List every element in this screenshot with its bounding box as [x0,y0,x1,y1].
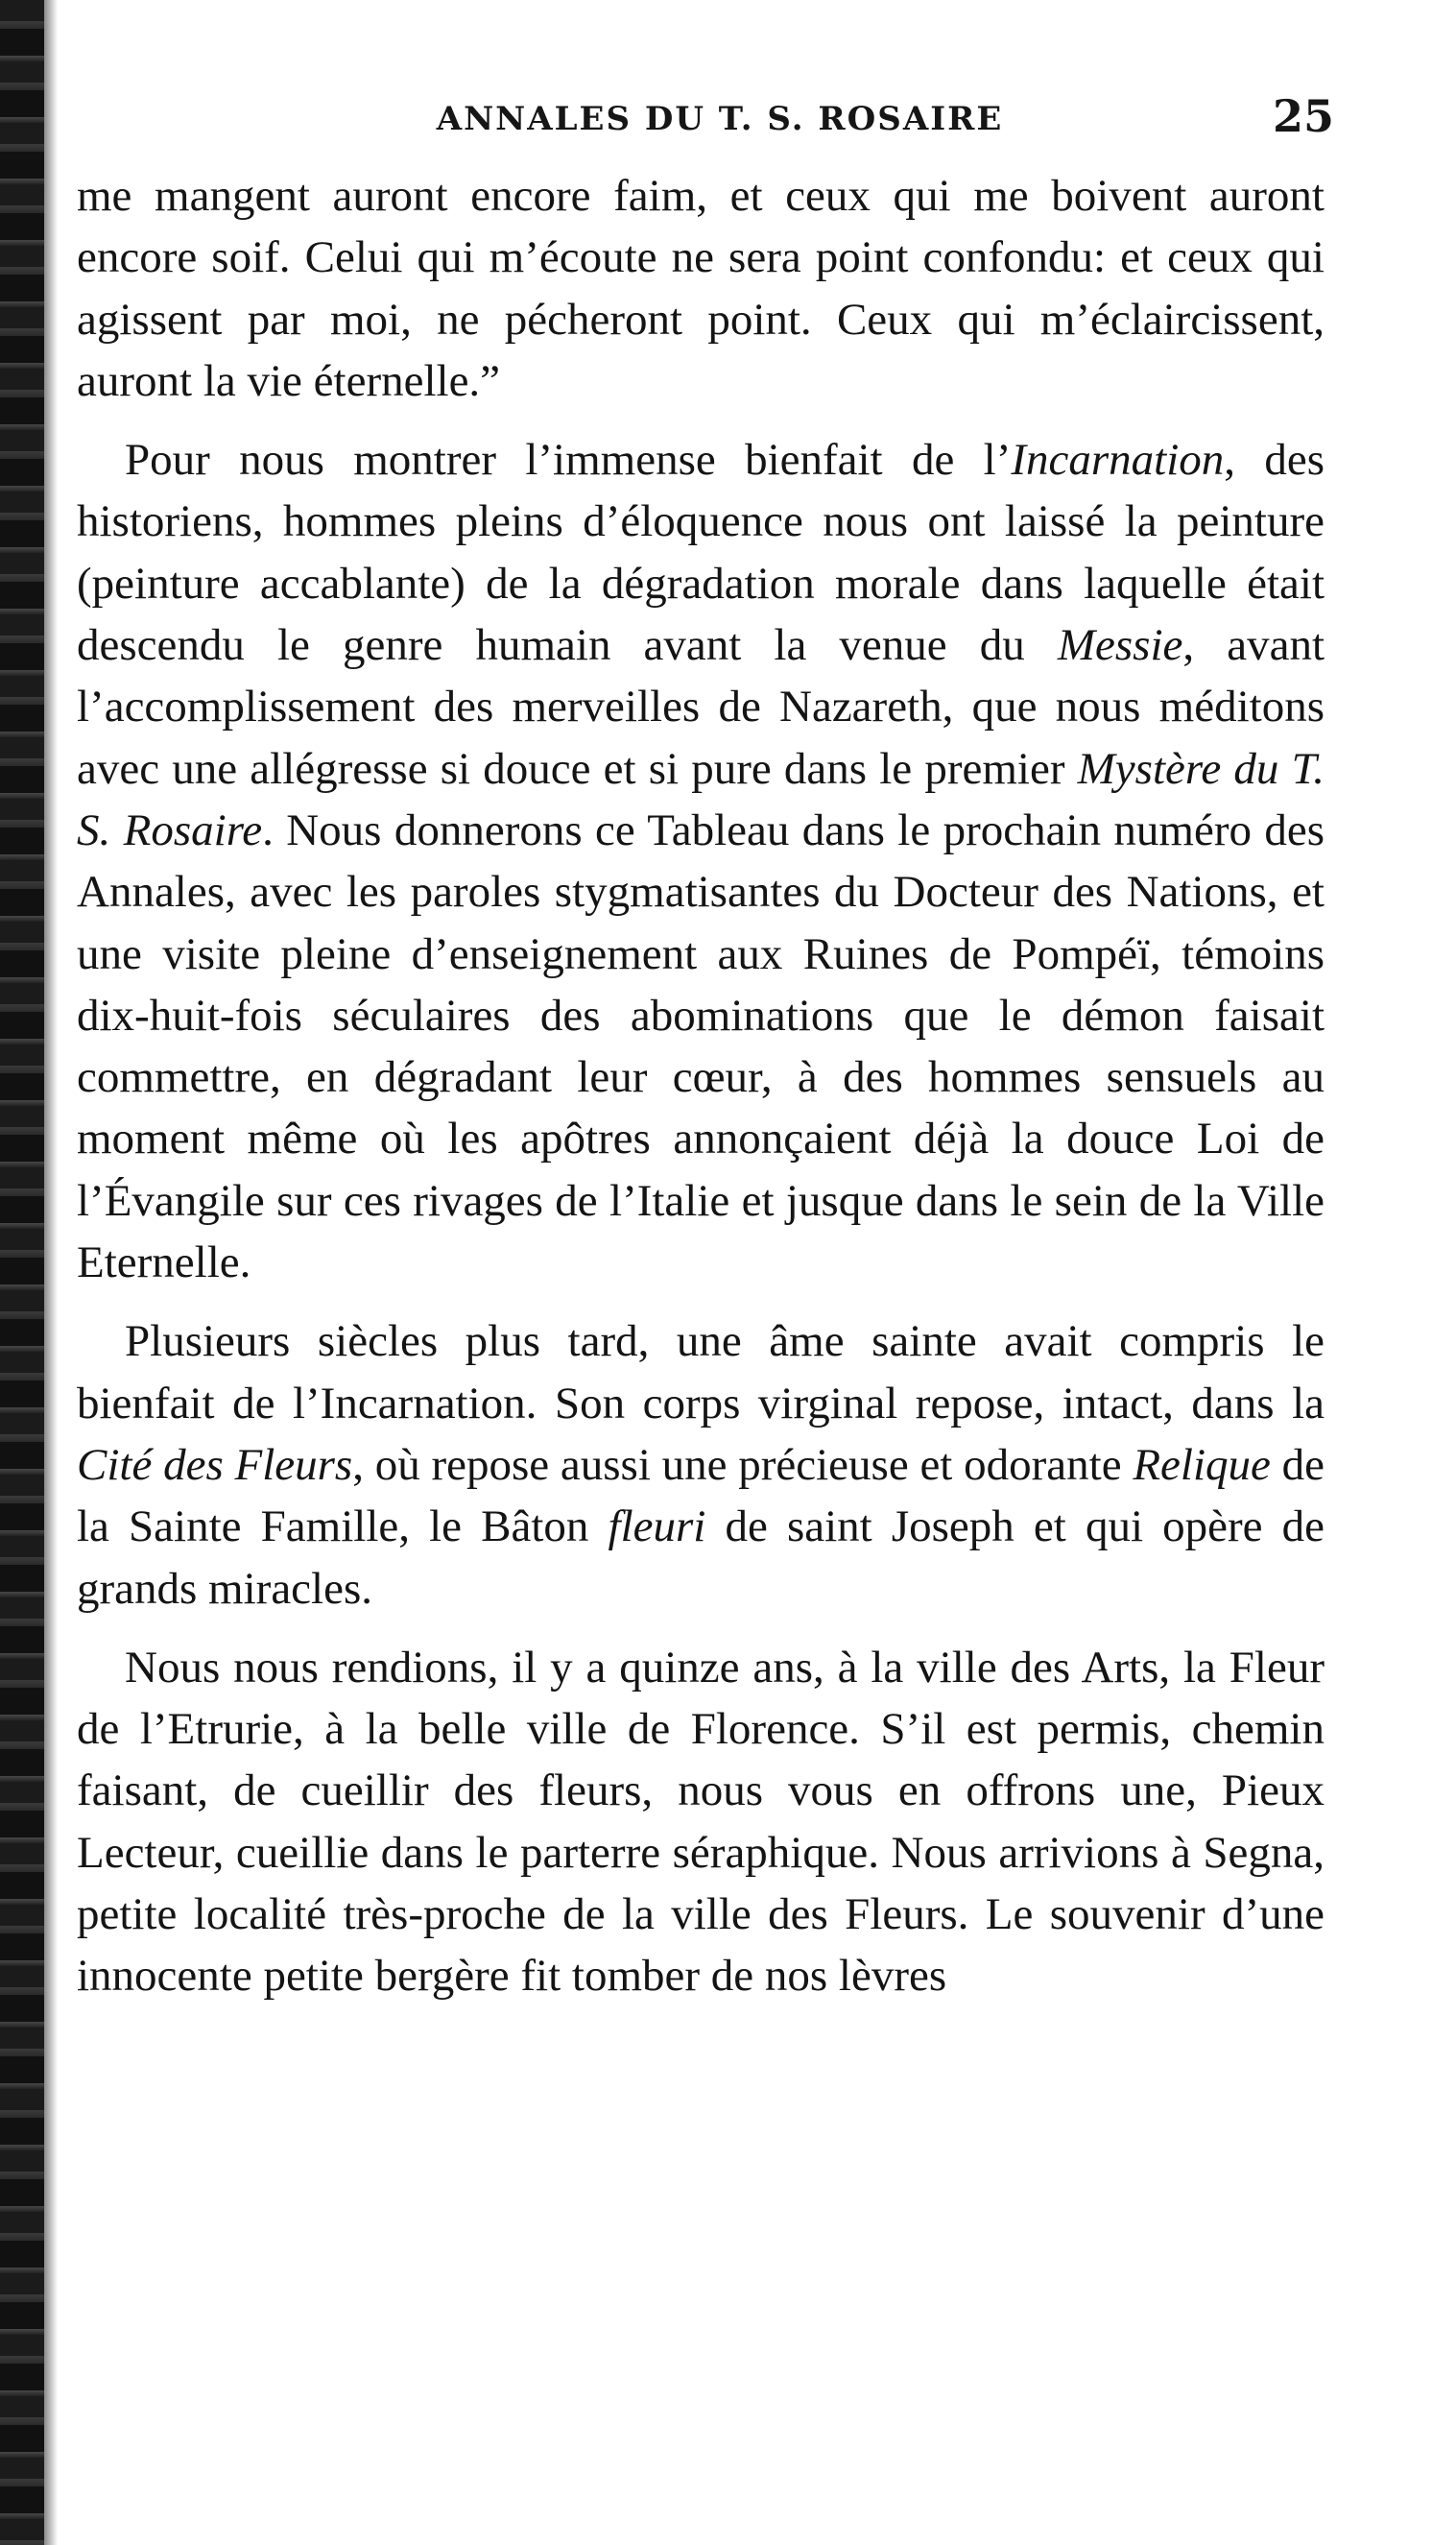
text-segment: . Nous donnerons ce Tableau dans le prochain numéro des Annales, avec les paroles stygmatisantes du Docteur des Nations, et une visite pleine d’enseignement aux Ruines de Pompéï, témoins dix-huit-fois séculaires des abominations que le démon faisait commettre, en dégradant leur cœur, à des hommes sensuels au moment même où les apôtres annonçaient déjà la douce Loi de l’Évangile sur ces rivages de l’Italie et jusque dans le sein de la Ville Eternelle. [77,804,1325,1288]
running-title: ANNALES DU T. S. ROSAIRE [436,100,1004,138]
italic-term: Cité des Fleurs [77,1439,353,1490]
text-segment: Plusieurs siècles plus tard, une âme sainte avait compris le bienfait de l’Incarnation. Son corps virginal repose, intact, dans la [77,1316,1325,1429]
text-segment: de saint Joseph et qui opère de grands miracles. [77,1501,1325,1614]
italic-term: Messie [1057,620,1183,671]
italic-term: Incarnation [1011,435,1225,486]
running-header [77,86,1334,144]
text-segment: , où repose aussi une précieuse et odorante [352,1439,1134,1490]
gutter-shade [44,0,58,2545]
text-segment: , avant l’accomplissement des merveilles de Nazareth, que nous méditons avec une allégresse si douce et si pure dans le premier [77,620,1325,794]
body-text [77,165,1325,2007]
book-spine-shadow [0,0,44,2545]
paragraph-3 [77,1310,1325,1619]
text-segment: de la Sainte Famille, le Bâton [77,1439,1325,1552]
page-number: 25 [1272,90,1334,142]
paragraph-4 [77,1637,1325,2007]
paragraph-1 [77,165,1325,412]
italic-term: Mystère du T. S. Rosaire [77,743,1325,855]
text-segment: me mangent auront encore faim, et ceux qui me boivent auront encore soif. Celui qui m’écoute ne sera point confondu: et ceux qui agissent par moi, ne pécheront point. Ceux qui m’éclaircissent, auront la vie éternelle.” [77,171,1325,406]
italic-term: fleuri [608,1501,706,1552]
text-segment: Nous nous rendions, il y a quinze ans, à la ville des Arts, la Fleur de l’Etrurie, à la belle ville de Florence. S’il est permis, chemin faisant, de cueillir des fleurs, nous vous en offrons une, Pieux Lecteur, cueillie dans le parterre séraphique. Nous arrivions à Segna, petite localité très-proche de la ville des Fleurs. Le souvenir d’une innocente petite bergère fit tomber de nos lèvres [77,1642,1325,2002]
text-segment: Pour nous montrer l’immense bienfait de l’ [125,435,1012,486]
document-page [77,86,1334,2025]
paragraph-2 [77,429,1325,1293]
text-segment: , des historiens, hommes pleins d’éloquence nous ont laissé la peinture (peinture accablante) de la dégradation morale dans laquelle était descendu le genre humain avant la venue du [77,435,1325,671]
italic-term: Relique [1133,1439,1271,1490]
